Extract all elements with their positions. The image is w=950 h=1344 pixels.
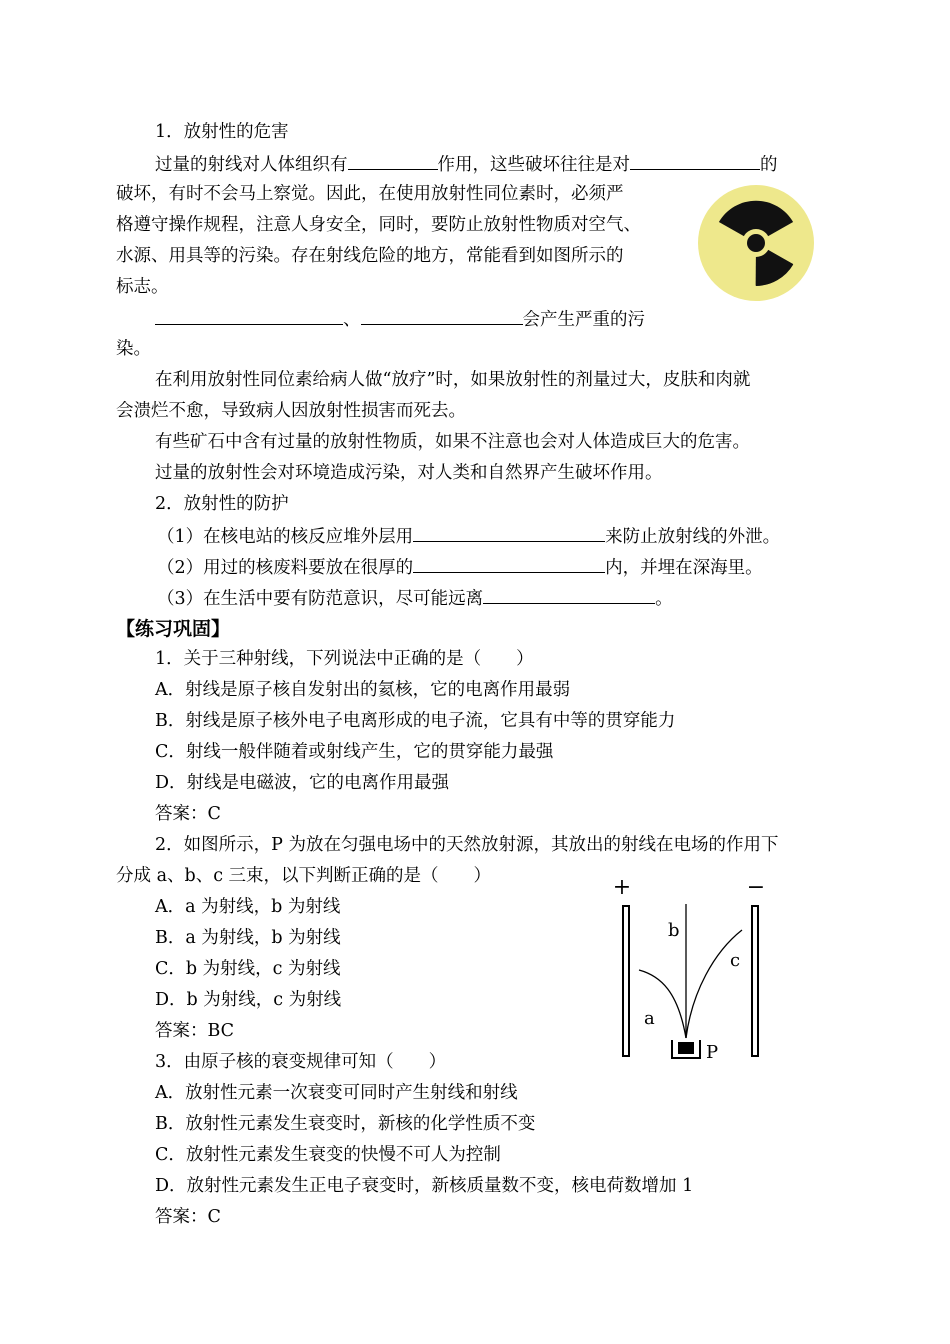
q1-option-b: B．射线是原子核外电子电离形成的电子流，它具有中等的贯穿能力: [155, 711, 676, 731]
section1-p5: 过量的放射性会对环境造成污染，对人类和自然界产生破坏作用。: [155, 463, 663, 483]
section2-title: 2．放射性的防护: [155, 494, 289, 514]
q1-option-d: D．射线是电磁波，它的电离作用最强: [155, 773, 450, 793]
q2-option-a: A．a 为射线，b 为射线: [155, 897, 341, 917]
section1-p4: 有些矿石中含有过量的放射性物质，如果不注意也会对人体造成巨大的危害。: [155, 432, 750, 452]
section1-p1-line5: 标志。: [116, 277, 169, 297]
section1-p2-line1: [155, 306, 645, 332]
q2-option-b: B．a 为射线，b 为射线: [155, 928, 341, 948]
q3-option-b: B．放射性元素发生衰变时，新核的化学性质不变: [155, 1114, 536, 1134]
ray-b-label: b: [668, 920, 680, 941]
q1-answer: 答案：C: [155, 804, 221, 824]
q1-stem: 1．关于三种射线，下列说法中正确的是（ ）: [155, 649, 534, 669]
section2-item2: [157, 554, 763, 580]
q2-option-d: D．b 为射线，c 为射线: [155, 990, 342, 1010]
section1-p1-line1: [155, 151, 778, 177]
item1-text-b: 来防止放射线的外泄。: [605, 527, 781, 547]
blank-5: [413, 523, 605, 542]
electric-field-diagram: [606, 872, 776, 1064]
section1-p1-line4: 水源、用具等的污染。存在射线危险的地方，常能看到如图所示的: [116, 246, 624, 266]
blank-2: [630, 151, 760, 170]
p1-text-a: 过量的射线对人体组织有: [155, 155, 348, 175]
section1-p2-line2: 染。: [116, 339, 151, 359]
blank-6: [413, 554, 605, 573]
practice-heading: 【练习巩固】: [116, 618, 231, 640]
p1-text-c: 的: [760, 155, 778, 175]
item3-text-a: （3）在生活中要有防范意识，尽可能远离: [157, 589, 484, 609]
item2-text-b: 内，并埋在深海里。: [605, 558, 763, 578]
q1-option-c: C．射线一般伴随着或射线产生，它的贯穿能力最强: [155, 742, 554, 762]
radioactive-source: [678, 1042, 694, 1054]
q2-option-c: C．b 为射线，c 为射线: [155, 959, 341, 979]
ray-c-label: c: [730, 950, 741, 971]
q3-option-d: D．放射性元素发生正电子衰变时，新核质量数不变，核电荷数增加 1: [155, 1176, 694, 1196]
section2-item1: [157, 523, 780, 549]
q2-stem-line1: 2．如图所示，P 为放在匀强电场中的天然放射源，其放出的射线在电场的作用下: [155, 835, 779, 855]
q1-option-a: A．射线是原子核自发射出的氦核，它的电离作用最弱: [155, 680, 571, 700]
section1-p3-line1: 在利用放射性同位素给病人做“放疗”时，如果放射性的剂量过大，皮肤和肉就: [155, 370, 751, 390]
item2-text-a: （2）用过的核废料要放在很厚的: [157, 558, 414, 578]
section2-item3: [157, 585, 673, 611]
source-label: P: [706, 1042, 719, 1063]
plus-sign: +: [612, 875, 632, 900]
section1-p1-line2: 破坏，有时不会马上察觉。因此，在使用放射性同位素时，必须严: [116, 184, 624, 204]
q2-stem-line2: 分成 a、b、c 三束，以下判断正确的是（ ）: [116, 866, 492, 886]
item1-text-a: （1）在核电站的核反应堆外层用: [157, 527, 414, 547]
blank-4: [361, 306, 523, 325]
blank-7: [483, 585, 655, 604]
q3-option-c: C．放射性元素发生衰变的快慢不可人为控制: [155, 1145, 501, 1165]
positive-plate: [623, 906, 629, 1056]
p2-tail: 会产生严重的污: [522, 310, 645, 330]
blank-1: [348, 151, 438, 170]
blank-3: [155, 306, 343, 325]
hazard-center-dot: [747, 234, 765, 252]
section1-p1-line3: 格遵守操作规程，注意人身安全，同时，要防止放射性物质对空气、: [116, 215, 641, 235]
q3-answer: 答案：C: [155, 1207, 221, 1227]
p1-text-b: 作用，这些破坏往往是对: [437, 155, 630, 175]
ray-c-path: [686, 930, 742, 1038]
radiation-hazard-icon: [696, 183, 816, 303]
section1-p3-line2: 会溃烂不愈，导致病人因放射性损害而死去。: [116, 401, 466, 421]
p2-separator: 、: [343, 310, 361, 330]
q3-option-a: A．放射性元素一次衰变可同时产生射线和射线: [155, 1083, 518, 1103]
q2-answer: 答案：BC: [155, 1021, 235, 1041]
negative-plate: [752, 906, 758, 1056]
section1-title: 1．放射性的危害: [155, 122, 289, 142]
q3-stem: 3．由原子核的衰变规律可知（ ）: [155, 1052, 447, 1072]
item3-text-b: 。: [655, 589, 673, 609]
minus-sign: −: [746, 875, 766, 900]
ray-a-label: a: [644, 1008, 655, 1029]
